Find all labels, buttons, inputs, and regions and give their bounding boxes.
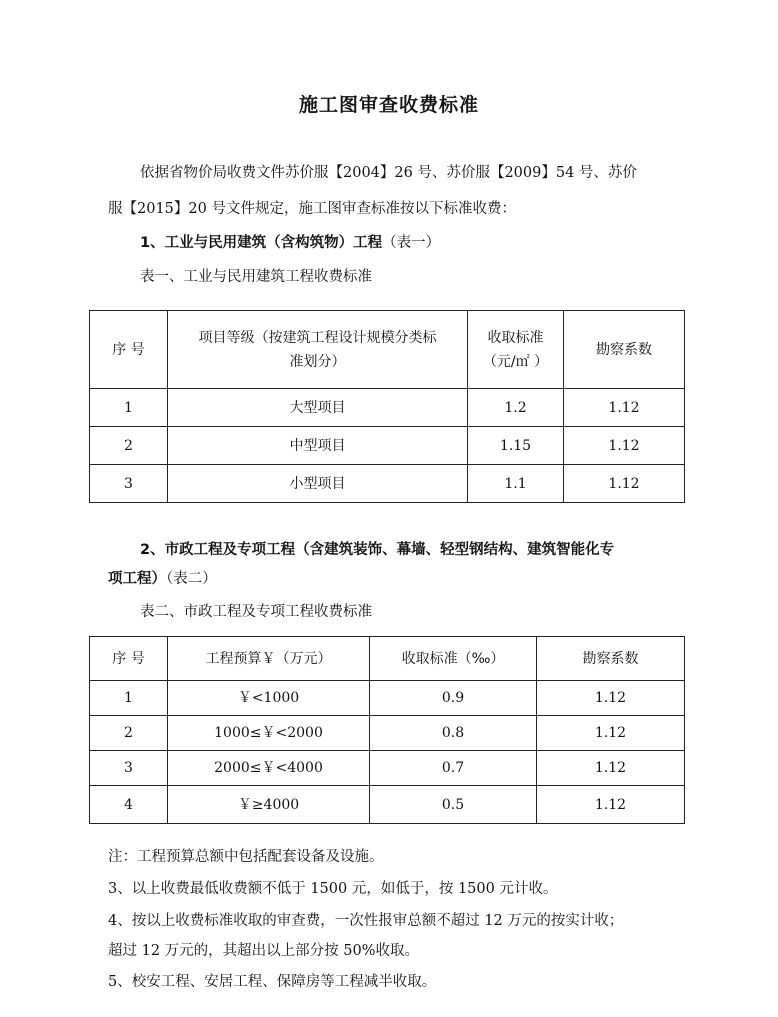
table-row bbox=[90, 681, 685, 716]
table-cell: 1.12 bbox=[537, 716, 685, 751]
table-cell: 0.9 bbox=[370, 681, 537, 716]
table1-header-cell: 勘察系数 bbox=[564, 311, 685, 389]
table-cell: 1.12 bbox=[564, 389, 685, 427]
table-cell: ￥<1000 bbox=[168, 681, 370, 716]
table-cell: 0.7 bbox=[370, 751, 537, 786]
table1-caption: 表一、工业与民用建筑工程收费标准 bbox=[140, 269, 372, 285]
table-cell: 4 bbox=[90, 786, 168, 824]
table-cell: 2 bbox=[90, 427, 168, 465]
table1-header-cell: 项目等级（按建筑工程设计规模分类标准划分） bbox=[168, 311, 468, 389]
table-cell: 大型项目 bbox=[168, 389, 468, 427]
note-item-4-line-1: 4、按以上收费标准收取的审查费，一次性报审总额不超过 12 万元的按实计收； bbox=[108, 913, 624, 929]
table2-header-cell: 序 号 bbox=[90, 637, 168, 681]
note-text: 注：工程预算总额中包括配套设备及设施。 bbox=[108, 849, 384, 865]
note-item-5: 5、校安工程、安居工程、保障房等工程减半收取。 bbox=[108, 974, 437, 990]
table-row bbox=[90, 427, 685, 465]
section2-heading-text: 项工程） bbox=[108, 571, 166, 587]
table2-header-row bbox=[90, 637, 685, 681]
table-cell: ￥≥4000 bbox=[168, 786, 370, 824]
table2-header-cell: 工程预算￥（万元） bbox=[168, 637, 370, 681]
note-item-3: 3、以上收费最低收费额不低于 1500 元，如低于，按 1500 元计收。 bbox=[108, 881, 558, 897]
section2-heading-suffix: （表二） bbox=[166, 571, 217, 587]
table2-header-cell: 收取标准（‰） bbox=[370, 637, 537, 681]
section2-heading-line-1: 2、市政工程及专项工程（含建筑装饰、幕墙、轻型钢结构、建筑智能化专 bbox=[140, 542, 615, 558]
table-cell: 1000≤￥<2000 bbox=[168, 716, 370, 751]
table-cell: 中型项目 bbox=[168, 427, 468, 465]
table-row bbox=[90, 786, 685, 824]
table-cell: 1.12 bbox=[564, 465, 685, 503]
table1-header-row bbox=[90, 311, 685, 389]
table-row bbox=[90, 465, 685, 503]
table-cell: 0.8 bbox=[370, 716, 537, 751]
section2-heading-line-2 bbox=[108, 569, 217, 589]
table1-header-cell: 收取标准（元/㎡ ） bbox=[468, 311, 564, 389]
table-cell: 1.12 bbox=[564, 427, 685, 465]
table-cell: 1.12 bbox=[537, 681, 685, 716]
table-cell: 小型项目 bbox=[168, 465, 468, 503]
table-cell: 2000≤￥<4000 bbox=[168, 751, 370, 786]
table2 bbox=[89, 636, 685, 824]
section1-heading bbox=[140, 233, 440, 253]
table-cell: 0.5 bbox=[370, 786, 537, 824]
section1-heading-text: 1、工业与民用建筑（含构筑物）工程 bbox=[140, 235, 383, 251]
note-item-4-line-2: 超过 12 万元的，其超出以上部分按 50%收取。 bbox=[108, 943, 420, 959]
table1 bbox=[89, 310, 685, 503]
page-title: 施工图审查收费标准 bbox=[298, 94, 479, 116]
table2-header-cell: 勘察系数 bbox=[537, 637, 685, 681]
table-cell: 3 bbox=[90, 465, 168, 503]
table-cell: 3 bbox=[90, 751, 168, 786]
table-cell: 1.15 bbox=[468, 427, 564, 465]
table-cell: 1.12 bbox=[537, 751, 685, 786]
table-row bbox=[90, 751, 685, 786]
table-cell: 1.1 bbox=[468, 465, 564, 503]
table2-caption: 表二、市政工程及专项工程收费标准 bbox=[140, 604, 372, 620]
table-cell: 1.12 bbox=[537, 786, 685, 824]
intro-line-2: 服【2015】20 号文件规定，施工图审查标准按以下标准收费： bbox=[108, 201, 516, 217]
table1-header-cell: 序 号 bbox=[90, 311, 168, 389]
table-cell: 2 bbox=[90, 716, 168, 751]
table-cell: 1 bbox=[90, 681, 168, 716]
table-cell: 1 bbox=[90, 389, 168, 427]
table-row bbox=[90, 716, 685, 751]
table-row bbox=[90, 389, 685, 427]
intro-line-1: 依据省物价局收费文件苏价服【2004】26 号、苏价服【2009】54 号、苏价 bbox=[140, 165, 637, 181]
table-cell: 1.2 bbox=[468, 389, 564, 427]
section1-heading-suffix: （表一） bbox=[382, 235, 441, 251]
